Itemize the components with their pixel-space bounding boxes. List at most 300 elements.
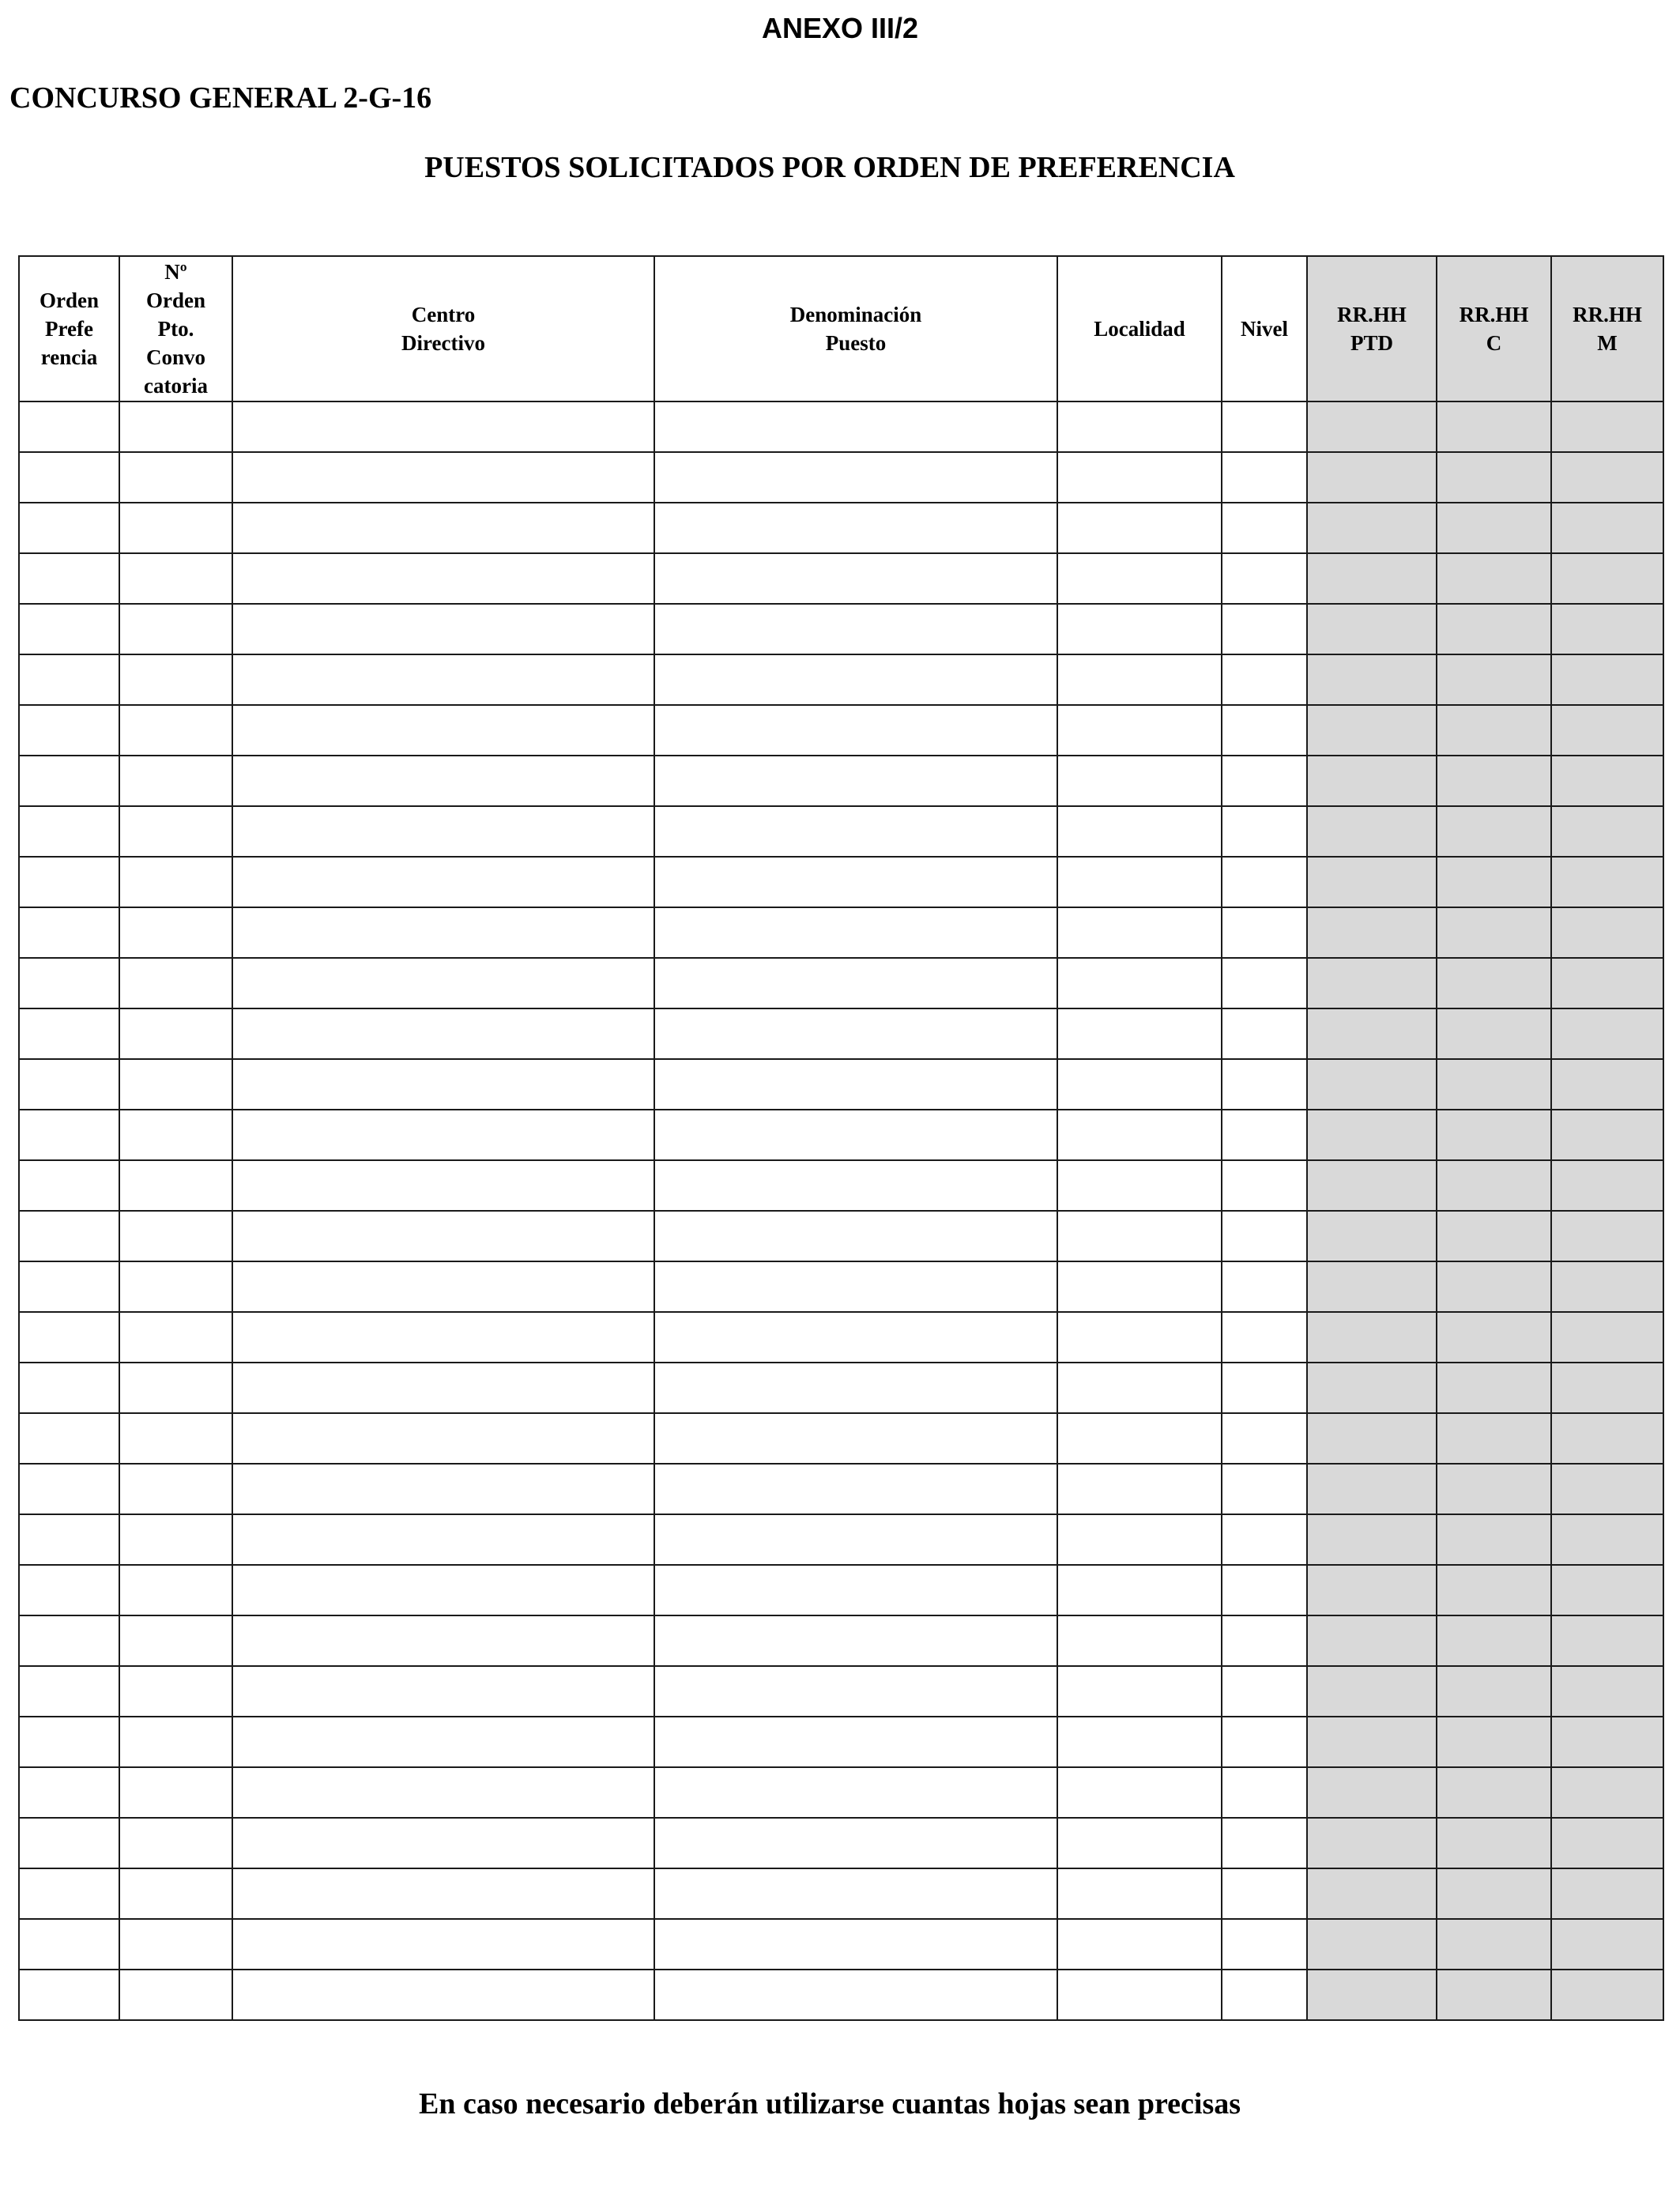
table-cell[interactable] xyxy=(1057,1059,1222,1110)
table-cell[interactable] xyxy=(654,907,1057,958)
table-cell[interactable] xyxy=(1551,756,1663,806)
table-cell[interactable] xyxy=(232,1008,654,1059)
table-cell[interactable] xyxy=(1437,1565,1551,1615)
table-cell[interactable] xyxy=(1222,1464,1307,1514)
table-cell[interactable] xyxy=(1057,1565,1222,1615)
table-cell[interactable] xyxy=(19,1363,119,1413)
table-cell[interactable] xyxy=(232,1970,654,2020)
col-header-rrhh-ptd xyxy=(1307,256,1437,401)
table-cell[interactable] xyxy=(1437,604,1551,654)
table-cell[interactable] xyxy=(232,958,654,1008)
table-cell[interactable] xyxy=(654,401,1057,452)
table-cell[interactable] xyxy=(1057,1413,1222,1464)
table-cell[interactable] xyxy=(232,1261,654,1312)
table-cell[interactable] xyxy=(1307,1261,1437,1312)
table-cell[interactable] xyxy=(19,806,119,857)
table-cell[interactable] xyxy=(119,1818,232,1868)
table-cell[interactable] xyxy=(1222,1363,1307,1413)
table-cell[interactable] xyxy=(1551,1059,1663,1110)
table-cell[interactable] xyxy=(232,806,654,857)
table-cell[interactable] xyxy=(19,604,119,654)
table-cell[interactable] xyxy=(232,604,654,654)
table-cell[interactable] xyxy=(654,1818,1057,1868)
table-cell[interactable] xyxy=(654,1312,1057,1363)
table-cell[interactable] xyxy=(19,1211,119,1261)
table-cell[interactable] xyxy=(1222,907,1307,958)
table-cell[interactable] xyxy=(19,1767,119,1818)
table-cell[interactable] xyxy=(1057,1767,1222,1818)
table-cell[interactable] xyxy=(119,756,232,806)
table-cell[interactable] xyxy=(1057,1919,1222,1970)
table-cell[interactable] xyxy=(1437,1514,1551,1565)
table-cell[interactable] xyxy=(232,452,654,503)
table-cell[interactable] xyxy=(232,503,654,553)
table-cell[interactable] xyxy=(1551,1565,1663,1615)
table-cell[interactable] xyxy=(654,1008,1057,1059)
table-cell[interactable] xyxy=(1222,1717,1307,1767)
table-cell[interactable] xyxy=(654,857,1057,907)
table-cell[interactable] xyxy=(1307,1818,1437,1868)
col-header-label: RR.HH M xyxy=(1573,303,1642,355)
table-cell[interactable] xyxy=(1551,1261,1663,1312)
table-cell[interactable] xyxy=(1057,705,1222,756)
table-cell[interactable] xyxy=(1222,1413,1307,1464)
table-cell[interactable] xyxy=(1307,1059,1437,1110)
table-cell[interactable] xyxy=(1222,503,1307,553)
table-cell[interactable] xyxy=(19,1919,119,1970)
table-cell[interactable] xyxy=(1551,1818,1663,1868)
table-cell[interactable] xyxy=(1437,857,1551,907)
table-cell[interactable] xyxy=(1551,1160,1663,1211)
table-cell[interactable] xyxy=(1222,1970,1307,2020)
table-cell[interactable] xyxy=(1437,1717,1551,1767)
table-cell[interactable] xyxy=(1222,1767,1307,1818)
table-cell[interactable] xyxy=(1057,1970,1222,2020)
table-row xyxy=(19,907,1663,958)
table-cell[interactable] xyxy=(1222,705,1307,756)
table-cell[interactable] xyxy=(1551,654,1663,705)
table-cell[interactable] xyxy=(19,1514,119,1565)
table-cell[interactable] xyxy=(19,1413,119,1464)
table-cell[interactable] xyxy=(1437,1261,1551,1312)
table-cell[interactable] xyxy=(1551,1868,1663,1919)
table-cell[interactable] xyxy=(654,1970,1057,2020)
table-cell[interactable] xyxy=(119,705,232,756)
table-cell[interactable] xyxy=(1222,553,1307,604)
table-cell[interactable] xyxy=(232,857,654,907)
table-cell[interactable] xyxy=(654,705,1057,756)
table-cell[interactable] xyxy=(1551,1919,1663,1970)
table-cell[interactable] xyxy=(654,1666,1057,1717)
table-cell[interactable] xyxy=(654,1919,1057,1970)
table-cell[interactable] xyxy=(1057,756,1222,806)
table-cell[interactable] xyxy=(1057,806,1222,857)
table-cell[interactable] xyxy=(1222,958,1307,1008)
table-cell[interactable] xyxy=(1437,654,1551,705)
table-cell[interactable] xyxy=(119,1565,232,1615)
table-cell[interactable] xyxy=(1057,401,1222,452)
table-cell[interactable] xyxy=(1551,1615,1663,1666)
table-cell[interactable] xyxy=(1222,1868,1307,1919)
table-cell[interactable] xyxy=(19,1160,119,1211)
table-cell[interactable] xyxy=(654,1767,1057,1818)
table-cell[interactable] xyxy=(232,1767,654,1818)
table-cell[interactable] xyxy=(654,756,1057,806)
table-cell[interactable] xyxy=(1057,958,1222,1008)
table-cell[interactable] xyxy=(1057,1363,1222,1413)
table-cell[interactable] xyxy=(1222,1919,1307,1970)
table-cell[interactable] xyxy=(232,1514,654,1565)
col-header-rrhh-c xyxy=(1437,256,1551,401)
table-cell[interactable] xyxy=(1307,1868,1437,1919)
table-cell[interactable] xyxy=(119,907,232,958)
table-cell[interactable] xyxy=(19,654,119,705)
table-cell[interactable] xyxy=(1307,503,1437,553)
table-cell[interactable] xyxy=(654,1868,1057,1919)
table-cell[interactable] xyxy=(19,756,119,806)
table-cell[interactable] xyxy=(1307,958,1437,1008)
table-cell[interactable] xyxy=(1222,1312,1307,1363)
table-cell[interactable] xyxy=(19,1312,119,1363)
table-cell[interactable] xyxy=(232,705,654,756)
table-row xyxy=(19,401,1663,452)
table-cell[interactable] xyxy=(119,806,232,857)
table-cell[interactable] xyxy=(1551,1666,1663,1717)
table-cell[interactable] xyxy=(1437,958,1551,1008)
table-cell[interactable] xyxy=(119,503,232,553)
table-cell[interactable] xyxy=(1307,756,1437,806)
table-cell[interactable] xyxy=(1437,1413,1551,1464)
table-cell[interactable] xyxy=(232,1110,654,1160)
table-cell[interactable] xyxy=(19,452,119,503)
table-cell[interactable] xyxy=(1307,1970,1437,2020)
table-cell[interactable] xyxy=(19,503,119,553)
table-cell[interactable] xyxy=(119,1717,232,1767)
table-cell[interactable] xyxy=(119,1868,232,1919)
table-cell[interactable] xyxy=(119,401,232,452)
table-cell[interactable] xyxy=(232,553,654,604)
table-cell[interactable] xyxy=(1222,1059,1307,1110)
table-cell[interactable] xyxy=(1057,1160,1222,1211)
table-cell[interactable] xyxy=(119,1110,232,1160)
table-cell[interactable] xyxy=(1307,1110,1437,1160)
table-cell[interactable] xyxy=(1057,1666,1222,1717)
col-header-orden-preferencia xyxy=(19,256,119,401)
table-cell[interactable] xyxy=(1222,1514,1307,1565)
table-cell[interactable] xyxy=(1437,1919,1551,1970)
table-cell[interactable] xyxy=(1437,1160,1551,1211)
table-cell[interactable] xyxy=(19,1059,119,1110)
table-cell[interactable] xyxy=(1551,1211,1663,1261)
table-cell[interactable] xyxy=(654,1261,1057,1312)
table-cell[interactable] xyxy=(1222,1818,1307,1868)
table-cell[interactable] xyxy=(19,1717,119,1767)
table-cell[interactable] xyxy=(119,452,232,503)
table-cell[interactable] xyxy=(1307,1363,1437,1413)
table-cell[interactable] xyxy=(232,1717,654,1767)
table-cell[interactable] xyxy=(1437,1211,1551,1261)
table-cell[interactable] xyxy=(119,1312,232,1363)
table-row xyxy=(19,503,1663,553)
table-cell[interactable] xyxy=(1437,1666,1551,1717)
table-cell[interactable] xyxy=(1551,1110,1663,1160)
table-cell[interactable] xyxy=(1222,401,1307,452)
table-row xyxy=(19,1008,1663,1059)
table-cell[interactable] xyxy=(1307,553,1437,604)
table-cell[interactable] xyxy=(1437,1970,1551,2020)
table-cell[interactable] xyxy=(1307,1767,1437,1818)
table-cell[interactable] xyxy=(19,401,119,452)
table-cell[interactable] xyxy=(1437,1767,1551,1818)
table-cell[interactable] xyxy=(1437,452,1551,503)
table-cell[interactable] xyxy=(232,1565,654,1615)
table-cell[interactable] xyxy=(1307,1413,1437,1464)
table-cell[interactable] xyxy=(1057,1868,1222,1919)
table-cell[interactable] xyxy=(1057,1615,1222,1666)
table-cell[interactable] xyxy=(19,1464,119,1514)
table-cell[interactable] xyxy=(1437,1110,1551,1160)
table-cell[interactable] xyxy=(1437,1059,1551,1110)
table-cell[interactable] xyxy=(19,1565,119,1615)
table-cell[interactable] xyxy=(1307,1717,1437,1767)
table-cell[interactable] xyxy=(1307,1211,1437,1261)
table-cell[interactable] xyxy=(232,1363,654,1413)
table-cell[interactable] xyxy=(1057,1464,1222,1514)
table-cell[interactable] xyxy=(1057,1717,1222,1767)
table-cell[interactable] xyxy=(1307,401,1437,452)
table-cell[interactable] xyxy=(654,1464,1057,1514)
table-cell[interactable] xyxy=(119,1363,232,1413)
table-cell[interactable] xyxy=(654,604,1057,654)
table-cell[interactable] xyxy=(1057,1008,1222,1059)
table-cell[interactable] xyxy=(1057,1312,1222,1363)
table-cell[interactable] xyxy=(1551,705,1663,756)
table-cell[interactable] xyxy=(119,1413,232,1464)
table-cell[interactable] xyxy=(119,654,232,705)
table-cell[interactable] xyxy=(1437,503,1551,553)
table-cell[interactable] xyxy=(654,1565,1057,1615)
table-cell[interactable] xyxy=(1307,1514,1437,1565)
table-cell[interactable] xyxy=(1222,452,1307,503)
table-cell[interactable] xyxy=(232,756,654,806)
table-cell[interactable] xyxy=(1222,1615,1307,1666)
table-cell[interactable] xyxy=(1057,654,1222,705)
table-cell[interactable] xyxy=(654,1211,1057,1261)
table-cell[interactable] xyxy=(119,604,232,654)
table-cell[interactable] xyxy=(119,1615,232,1666)
table-cell[interactable] xyxy=(1307,604,1437,654)
table-cell[interactable] xyxy=(19,1261,119,1312)
table-cell[interactable] xyxy=(1307,1008,1437,1059)
table-cell[interactable] xyxy=(1437,1008,1551,1059)
table-cell[interactable] xyxy=(1222,1261,1307,1312)
table-cell[interactable] xyxy=(1222,806,1307,857)
table-cell[interactable] xyxy=(654,1059,1057,1110)
table-cell[interactable] xyxy=(1222,1110,1307,1160)
table-cell[interactable] xyxy=(1307,1565,1437,1615)
table-cell[interactable] xyxy=(1551,1514,1663,1565)
table-cell[interactable] xyxy=(1551,401,1663,452)
table-cell[interactable] xyxy=(1437,401,1551,452)
table-cell[interactable] xyxy=(19,553,119,604)
table-cell[interactable] xyxy=(19,1666,119,1717)
table-cell[interactable] xyxy=(1307,1160,1437,1211)
table-cell[interactable] xyxy=(1551,503,1663,553)
table-cell[interactable] xyxy=(232,1160,654,1211)
table-cell[interactable] xyxy=(232,1666,654,1717)
table-cell[interactable] xyxy=(1057,1261,1222,1312)
table-cell[interactable] xyxy=(1551,806,1663,857)
table-cell[interactable] xyxy=(1222,1565,1307,1615)
table-row xyxy=(19,1818,1663,1868)
table-cell[interactable] xyxy=(1551,604,1663,654)
table-cell[interactable] xyxy=(232,1312,654,1363)
table-cell[interactable] xyxy=(1307,1312,1437,1363)
table-cell[interactable] xyxy=(1551,907,1663,958)
table-cell[interactable] xyxy=(232,1818,654,1868)
table-cell[interactable] xyxy=(119,1059,232,1110)
table-row xyxy=(19,452,1663,503)
table-cell[interactable] xyxy=(1307,1666,1437,1717)
table-cell[interactable] xyxy=(1222,1211,1307,1261)
table-cell[interactable] xyxy=(1437,705,1551,756)
table-cell[interactable] xyxy=(119,1767,232,1818)
table-cell[interactable] xyxy=(1551,1008,1663,1059)
table-cell[interactable] xyxy=(654,553,1057,604)
table-cell[interactable] xyxy=(119,1919,232,1970)
table-cell[interactable] xyxy=(19,1615,119,1666)
table-cell[interactable] xyxy=(1551,958,1663,1008)
table-cell[interactable] xyxy=(1222,1160,1307,1211)
table-cell[interactable] xyxy=(654,806,1057,857)
table-cell[interactable] xyxy=(119,1211,232,1261)
table-cell[interactable] xyxy=(1551,1464,1663,1514)
table-cell[interactable] xyxy=(1057,452,1222,503)
table-cell[interactable] xyxy=(654,654,1057,705)
table-cell[interactable] xyxy=(119,1464,232,1514)
table-cell[interactable] xyxy=(1307,654,1437,705)
table-cell[interactable] xyxy=(1307,907,1437,958)
table-cell[interactable] xyxy=(119,1666,232,1717)
table-cell[interactable] xyxy=(654,1110,1057,1160)
table-cell[interactable] xyxy=(232,1464,654,1514)
table-cell[interactable] xyxy=(654,452,1057,503)
table-cell[interactable] xyxy=(1551,857,1663,907)
table-cell[interactable] xyxy=(232,654,654,705)
table-cell[interactable] xyxy=(654,503,1057,553)
table-cell[interactable] xyxy=(232,1919,654,1970)
table-cell[interactable] xyxy=(1057,1211,1222,1261)
table-cell[interactable] xyxy=(654,1363,1057,1413)
table-cell[interactable] xyxy=(1057,1818,1222,1868)
table-cell[interactable] xyxy=(119,857,232,907)
table-cell[interactable] xyxy=(19,857,119,907)
table-cell[interactable] xyxy=(1307,806,1437,857)
table-cell[interactable] xyxy=(119,1970,232,2020)
table-cell[interactable] xyxy=(1551,1767,1663,1818)
table-cell[interactable] xyxy=(1437,1464,1551,1514)
table-cell[interactable] xyxy=(654,958,1057,1008)
table-cell[interactable] xyxy=(1551,452,1663,503)
table-cell[interactable] xyxy=(232,1413,654,1464)
table-cell[interactable] xyxy=(1437,1312,1551,1363)
table-cell[interactable] xyxy=(1222,857,1307,907)
table-cell[interactable] xyxy=(232,1868,654,1919)
table-cell[interactable] xyxy=(232,907,654,958)
table-cell[interactable] xyxy=(1437,553,1551,604)
table-cell[interactable] xyxy=(1222,654,1307,705)
table-cell[interactable] xyxy=(1057,907,1222,958)
table-cell[interactable] xyxy=(119,1008,232,1059)
table-cell[interactable] xyxy=(1307,705,1437,756)
table-cell[interactable] xyxy=(1437,1363,1551,1413)
table-cell[interactable] xyxy=(1307,452,1437,503)
table-cell[interactable] xyxy=(1437,1868,1551,1919)
table-cell[interactable] xyxy=(1222,604,1307,654)
table-cell[interactable] xyxy=(1307,1615,1437,1666)
table-cell[interactable] xyxy=(654,1717,1057,1767)
table-cell[interactable] xyxy=(1551,1717,1663,1767)
table-cell[interactable] xyxy=(1057,1110,1222,1160)
table-cell[interactable] xyxy=(654,1514,1057,1565)
table-cell[interactable] xyxy=(654,1615,1057,1666)
table-cell[interactable] xyxy=(1307,857,1437,907)
table-cell[interactable] xyxy=(1307,1464,1437,1514)
table-cell[interactable] xyxy=(1551,1970,1663,2020)
table-cell[interactable] xyxy=(19,1868,119,1919)
table-cell[interactable] xyxy=(1551,1312,1663,1363)
table-cell[interactable] xyxy=(19,907,119,958)
table-cell[interactable] xyxy=(119,958,232,1008)
table-cell[interactable] xyxy=(1437,1615,1551,1666)
table-cell[interactable] xyxy=(19,1110,119,1160)
table-cell[interactable] xyxy=(19,1008,119,1059)
table-cell[interactable] xyxy=(119,1160,232,1211)
col-header-localidad xyxy=(1057,256,1222,401)
table-cell[interactable] xyxy=(232,1059,654,1110)
table-cell[interactable] xyxy=(232,401,654,452)
table-cell[interactable] xyxy=(654,1160,1057,1211)
table-cell[interactable] xyxy=(1057,857,1222,907)
table-row xyxy=(19,553,1663,604)
table-cell[interactable] xyxy=(119,1514,232,1565)
table-cell[interactable] xyxy=(1437,756,1551,806)
table-cell[interactable] xyxy=(1222,756,1307,806)
table-cell[interactable] xyxy=(1057,1514,1222,1565)
table-cell[interactable] xyxy=(1057,503,1222,553)
table-cell[interactable] xyxy=(1222,1666,1307,1717)
table-cell[interactable] xyxy=(1057,604,1222,654)
table-cell[interactable] xyxy=(19,1970,119,2020)
table-cell[interactable] xyxy=(19,958,119,1008)
table-cell[interactable] xyxy=(1551,1413,1663,1464)
table-cell[interactable] xyxy=(1437,1818,1551,1868)
table-cell[interactable] xyxy=(19,705,119,756)
table-cell[interactable] xyxy=(1057,553,1222,604)
table-cell[interactable] xyxy=(19,1818,119,1868)
table-cell[interactable] xyxy=(1307,1919,1437,1970)
table-cell[interactable] xyxy=(1551,553,1663,604)
table-cell[interactable] xyxy=(1437,907,1551,958)
table-cell[interactable] xyxy=(1551,1363,1663,1413)
table-cell[interactable] xyxy=(1222,1008,1307,1059)
table-cell[interactable] xyxy=(119,1261,232,1312)
table-cell[interactable] xyxy=(1437,806,1551,857)
table-cell[interactable] xyxy=(119,553,232,604)
table-cell[interactable] xyxy=(232,1615,654,1666)
table-cell[interactable] xyxy=(232,1211,654,1261)
table-cell[interactable] xyxy=(654,1413,1057,1464)
